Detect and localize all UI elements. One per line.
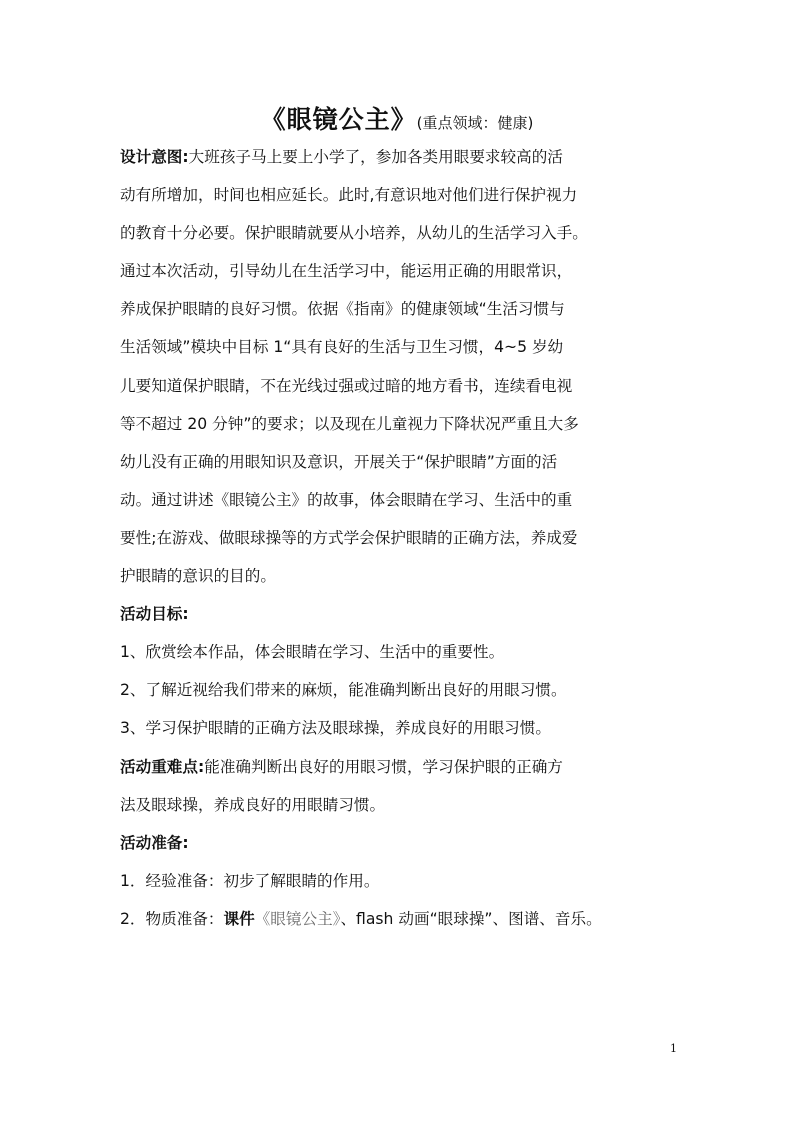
design-intent-line: 养成保护眼睛的良好习惯。依据《指南》的健康领域“生活习惯与 (120, 300, 565, 319)
page-number: 1 (670, 1042, 677, 1055)
design-intent-line: 等不超过 20 分钟”的要求；以及现在儿童视力下降状况严重且大多 (120, 414, 579, 433)
design-intent-line: 动有所增加，时间也相应延长。此时,有意识地对他们进行保护视力 (120, 186, 578, 205)
design-intent-line: 儿要知道保护眼睛，不在光线过强或过暗的地方看书，连续看电视 (120, 376, 573, 395)
design-intent-line: 设计意图:大班孩子马上要上小学了，参加各类用眼要求较高的活 (120, 148, 563, 166)
document-body (120, 138, 692, 938)
goal-item: 2、了解近视给我们带来的麻烦，能准确判断出良好的用眼习惯。 (120, 681, 567, 700)
document-title (0, 100, 794, 136)
goals-heading: 活动目标: (120, 605, 189, 624)
key-points-label: 活动重难点: (120, 757, 205, 776)
design-intent-line: 护眼睛的意识的目的。 (120, 567, 276, 586)
key-points-line: 活动重难点:能准确判断出良好的用眼习惯，学习保护眼的正确方 (120, 757, 563, 776)
courseware-title: 《眼镜公主》 (254, 909, 341, 928)
prep-heading: 活动准备: (120, 833, 189, 852)
design-intent-line: 的教育十分必要。保护眼睛就要从小培养，从幼儿的生活学习入手。 (120, 224, 588, 243)
goal-item: 1、欣赏绘本作品，体会眼睛在学习、生活中的重要性。 (120, 643, 505, 662)
design-intent-label: 设计意图: (120, 148, 189, 166)
design-intent-line: 通过本次活动，引导幼儿在生活学习中，能运用正确的用眼常识， (120, 262, 573, 281)
design-intent-line: 生活领域”模块中目标 1“具有良好的生活与卫生习惯，4~5 岁幼 (120, 338, 564, 357)
prep-item: 2．物质准备：课件《眼镜公主》、flash 动画“眼球操”、图谱、音乐。 (120, 909, 602, 928)
key-points-line: 法及眼球操，养成良好的用眼睛习惯。 (120, 795, 386, 814)
design-intent-line: 幼儿没有正确的用眼知识及意识，开展关于“保护眼睛”方面的活 (120, 452, 558, 471)
title-main: 《眼镜公主》 (260, 105, 417, 134)
goal-item: 3、学习保护眼睛的正确方法及眼球操，养成良好的用眼习惯。 (120, 719, 551, 738)
design-intent-line: 要性;在游戏、做眼球操等的方式学会保护眼睛的正确方法，养成爱 (120, 528, 578, 547)
title-subtitle: (重点领域：健康) (416, 114, 534, 132)
design-intent-line: 动。通过讲述《眼镜公主》的故事，体会眼睛在学习、生活中的重 (120, 490, 573, 509)
prep-item: 1．经验准备：初步了解眼睛的作用。 (120, 871, 380, 890)
